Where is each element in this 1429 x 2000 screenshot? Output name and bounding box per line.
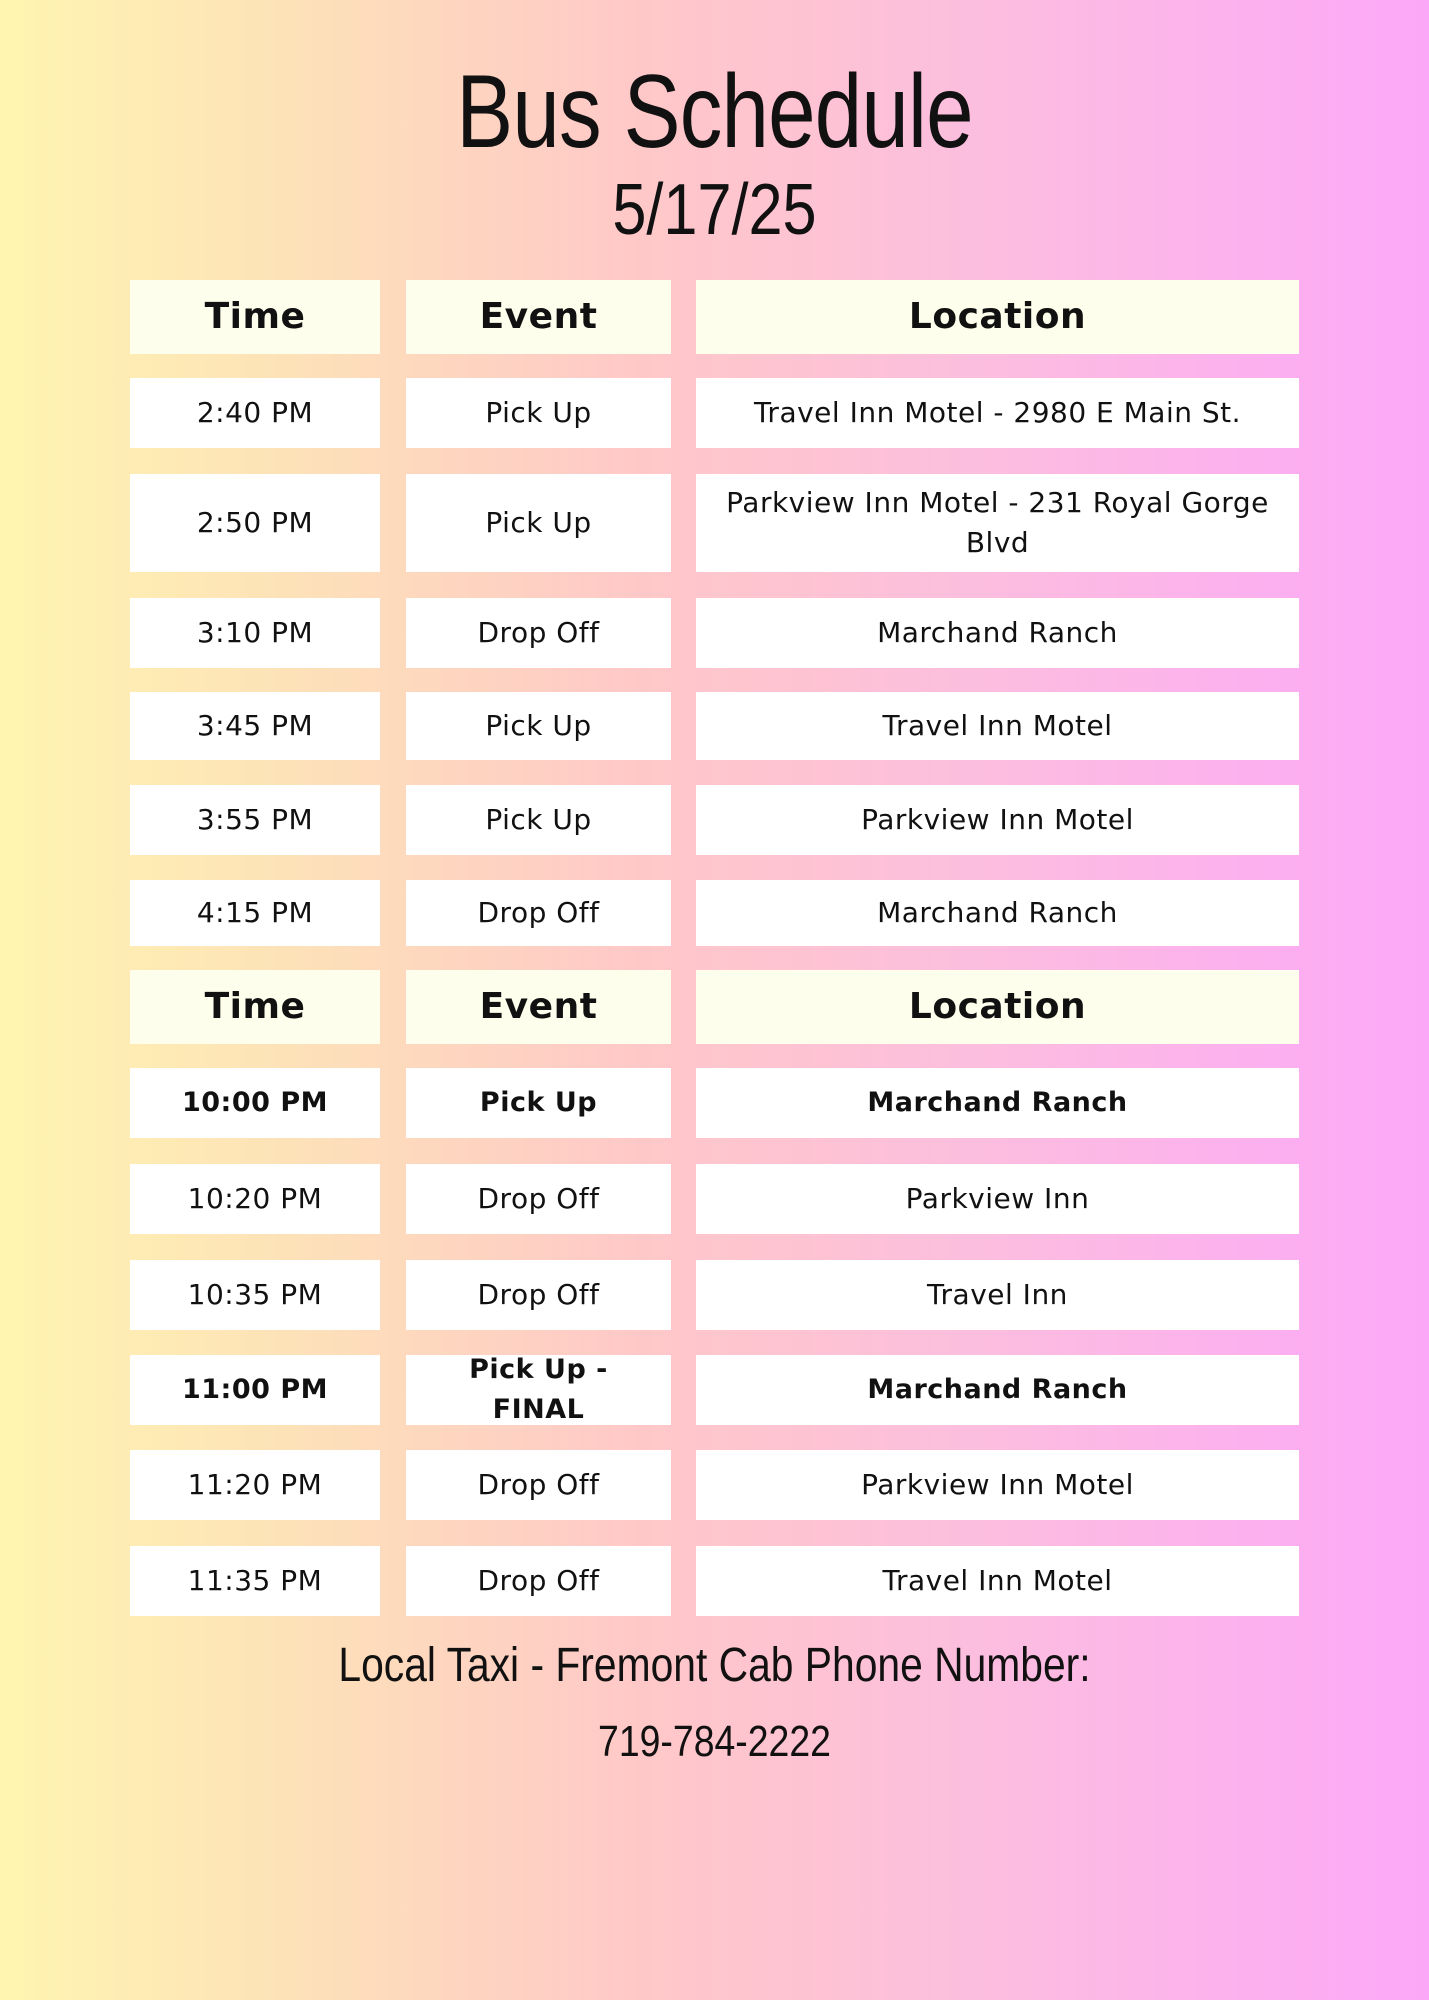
event-cell: Pick Up — [406, 378, 671, 448]
location-cell: Parkview Inn Motel — [696, 1450, 1299, 1520]
taxi-label: Local Taxi - Fremont Cab Phone Number: — [338, 1639, 1091, 1692]
page-title: Bus Schedule — [456, 54, 973, 170]
time-cell: 3:10 PM — [130, 598, 380, 668]
location-cell: Parkview Inn — [696, 1164, 1299, 1234]
event-cell: Drop Off — [406, 598, 671, 668]
time-cell: 11:20 PM — [130, 1450, 380, 1520]
time-cell: 4:15 PM — [130, 880, 380, 946]
table-header-row — [130, 970, 1299, 1044]
table-row — [130, 692, 1299, 760]
table-header-row — [130, 280, 1299, 354]
time-cell: 10:35 PM — [130, 1260, 380, 1330]
time-cell: 10:20 PM — [130, 1164, 380, 1234]
location-cell: Marchand Ranch — [696, 1068, 1299, 1138]
header-event: Event — [406, 970, 671, 1044]
time-cell: 3:45 PM — [130, 692, 380, 760]
event-cell: Pick Up — [406, 1068, 671, 1138]
table-row — [130, 1450, 1299, 1520]
event-cell: Pick Up — [406, 692, 671, 760]
location-cell: Travel Inn — [696, 1260, 1299, 1330]
header-location: Location — [696, 280, 1299, 354]
time-cell: 10:00 PM — [130, 1068, 380, 1138]
event-cell: Drop Off — [406, 1260, 671, 1330]
event-cell: Drop Off — [406, 880, 671, 946]
location-cell: Travel Inn Motel — [696, 692, 1299, 760]
event-cell: Drop Off — [406, 1164, 671, 1234]
location-cell: Marchand Ranch — [696, 1355, 1299, 1425]
table-row — [130, 474, 1299, 572]
event-cell: Pick Up — [406, 474, 671, 572]
location-cell: Travel Inn Motel — [696, 1546, 1299, 1616]
table-row — [130, 1546, 1299, 1616]
time-cell: 2:50 PM — [130, 474, 380, 572]
table-row — [130, 1355, 1299, 1425]
header-event: Event — [406, 280, 671, 354]
time-cell: 11:35 PM — [130, 1546, 380, 1616]
location-cell: Parkview Inn Motel - 231 Royal Gorge Blvd — [696, 474, 1299, 572]
event-cell: Drop Off — [406, 1450, 671, 1520]
table-row — [130, 1068, 1299, 1138]
time-cell: 3:55 PM — [130, 785, 380, 855]
event-cell: Pick Up - FINAL — [406, 1355, 671, 1425]
location-cell: Marchand Ranch — [696, 880, 1299, 946]
header-time: Time — [130, 280, 380, 354]
event-cell: Pick Up — [406, 785, 671, 855]
event-cell: Drop Off — [406, 1546, 671, 1616]
location-cell: Marchand Ranch — [696, 598, 1299, 668]
header-time: Time — [130, 970, 380, 1044]
location-cell: Travel Inn Motel - 2980 E Main St. — [696, 378, 1299, 448]
table-row — [130, 785, 1299, 855]
taxi-phone: 719-784-2222 — [598, 1717, 831, 1766]
schedule-date: 5/17/25 — [612, 170, 817, 250]
header-location: Location — [696, 970, 1299, 1044]
table-row — [130, 598, 1299, 668]
time-cell: 2:40 PM — [130, 378, 380, 448]
table-row — [130, 378, 1299, 448]
table-row — [130, 1164, 1299, 1234]
location-cell: Parkview Inn Motel — [696, 785, 1299, 855]
time-cell: 11:00 PM — [130, 1355, 380, 1425]
table-row — [130, 1260, 1299, 1330]
table-row — [130, 880, 1299, 946]
